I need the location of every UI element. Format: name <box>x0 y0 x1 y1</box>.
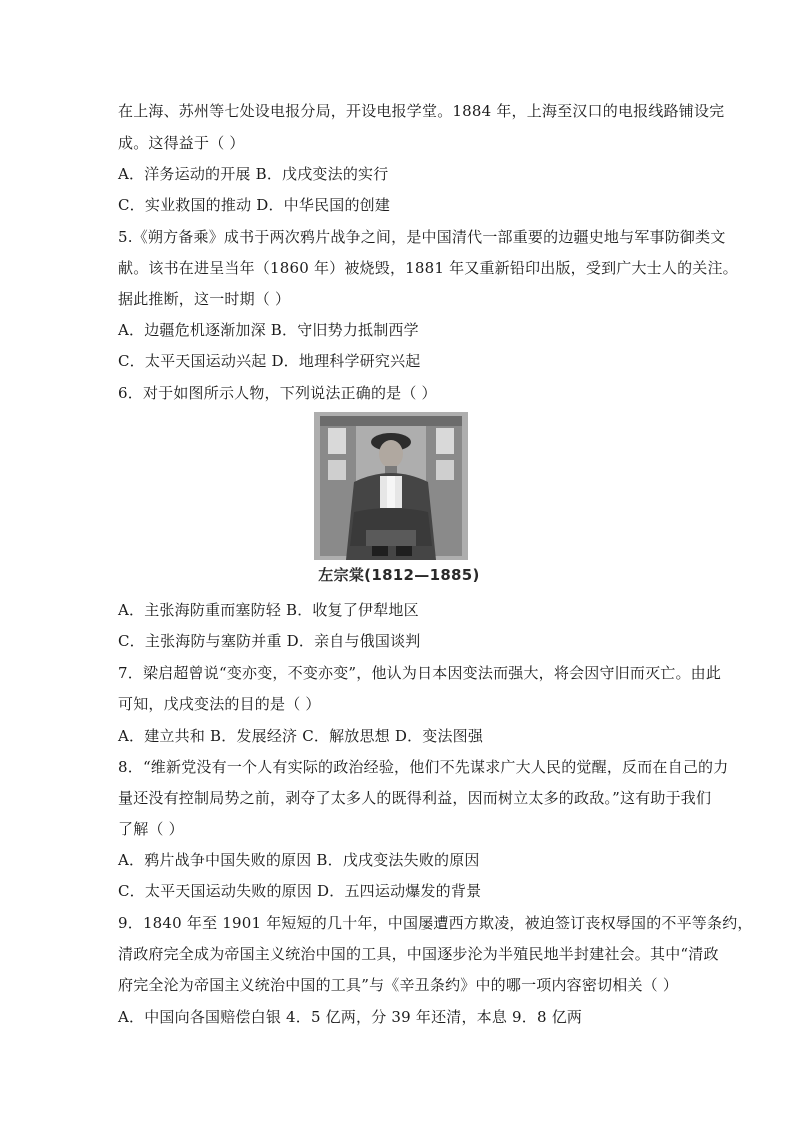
option-line: C．太平天国运动失败的原因 D．五四运动爆发的背景 <box>118 882 482 900</box>
portrait-photo <box>314 412 468 560</box>
option-line: C．太平天国运动兴起 D．地理科学研究兴起 <box>118 352 421 370</box>
text-line: 据此推断，这一时期（ ） <box>118 290 291 308</box>
option-line: A．洋务运动的开展 B．戊戌变法的实行 <box>118 165 389 183</box>
text-line: 府完全沦为帝国主义统治中国的工具”与《辛丑条约》中的哪一项内容密切相关（ ） <box>118 976 679 994</box>
option-line: A．边疆危机逐渐加深 B．守旧势力抵制西学 <box>118 321 419 339</box>
portrait-figure <box>296 408 502 588</box>
option-line: A．中国向各国赔偿白银 4．5 亿两，分 39 年还清，本息 9．8 亿两 <box>118 1008 583 1026</box>
option-line: A．鸦片战争中国失败的原因 B．戊戌变法失败的原因 <box>118 851 480 869</box>
option-line: C．实业救国的推动 D．中华民国的创建 <box>118 196 391 214</box>
option-line: A．主张海防重而塞防轻 B．收复了伊犁地区 <box>118 601 419 619</box>
option-line: A．建立共和 B．发展经济 C．解放思想 D．变法图强 <box>118 727 484 745</box>
text-line: 成。这得益于（ ） <box>118 134 245 152</box>
option-line: C．主张海防与塞防并重 D．亲自与俄国谈判 <box>118 632 421 650</box>
text-line: 可知，戊戌变法的目的是（ ） <box>118 695 321 713</box>
question-6-text: 6．对于如图所示人物，下列说法正确的是（ ） <box>118 384 437 402</box>
question-7-text: 7．梁启超曾说“变亦变，不变亦变”，他认为日本因变法而强大，将会因守旧而灭亡。由此 <box>118 664 722 682</box>
portrait-caption: 左宗棠(1812—1885) <box>318 566 480 584</box>
text-line: 了解（ ） <box>118 820 184 838</box>
question-8-text: 8．“维新党没有一个人有实际的政治经验，他们不先谋求广大人民的觉醒，反而在自己的力 <box>118 758 729 776</box>
text-line: 在上海、苏州等七处设电报分局，开设电报学堂。1884 年，上海至汉口的电报线路铺设完 <box>118 102 725 120</box>
question-9-text: 9．1840 年至 1901 年短短的几十年，中国屡遭西方欺凌，被迫签订丧权辱国的不平等条约， <box>118 914 753 932</box>
text-line: 清政府完全成为帝国主义统治中国的工具，中国逐步沦为半殖民地半封建社会。其中“清政 <box>118 945 719 963</box>
text-line: 献。该书在进呈当年（1860 年）被烧毁，1881 年又重新铅印出版，受到广大士人的关注。 <box>118 259 738 277</box>
question-5-text: 5.《朔方备乘》成书于两次鸦片战争之间，是中国清代一部重要的边疆史地与军事防御类文 <box>118 228 726 246</box>
text-line: 量还没有控制局势之前，剥夺了太多人的既得利益，因而树立太多的政敌。”这有助于我们 <box>118 789 712 807</box>
